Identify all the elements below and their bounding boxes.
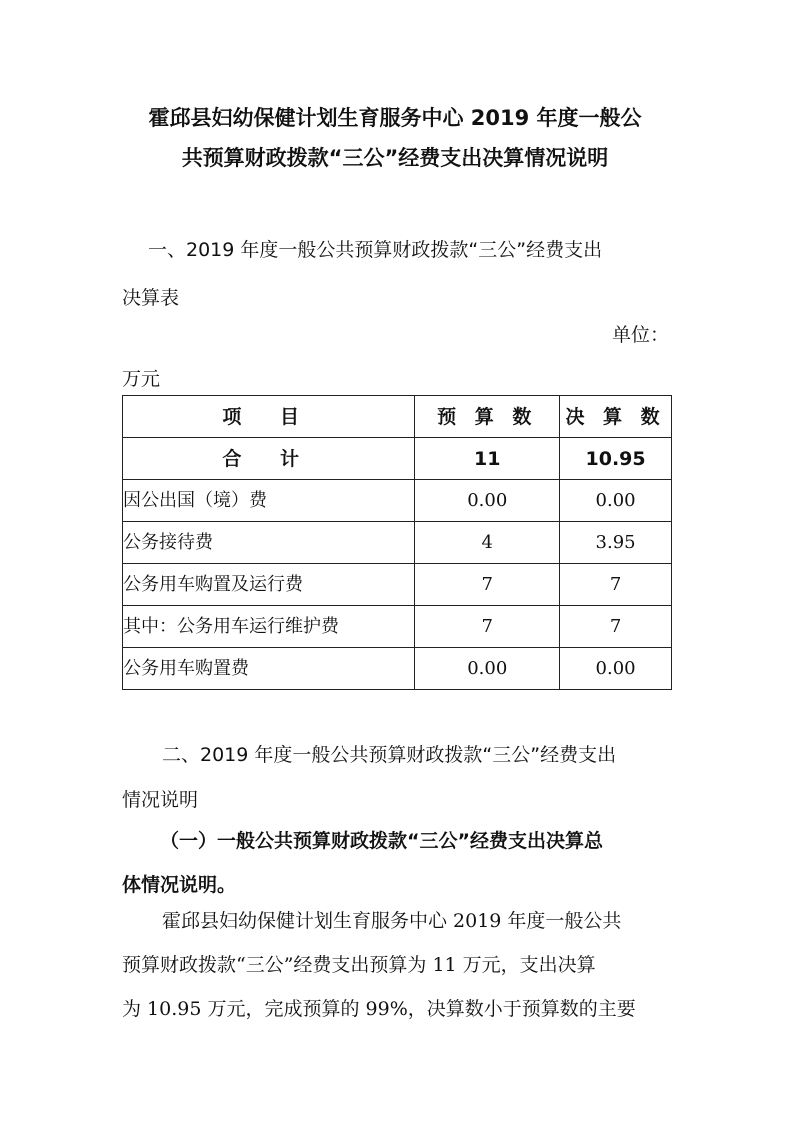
expense-table [122, 395, 672, 690]
row-name: 公务用车购置费 [123, 648, 415, 690]
row-name: 公务接待费 [123, 522, 415, 564]
table-row-total [123, 438, 672, 480]
row-budget: 0.00 [415, 480, 560, 522]
table-row [123, 648, 672, 690]
paragraph-line-1: 霍邱县妇幼保健计划生育服务中心 2019 年度一般公共 [162, 910, 622, 932]
header-item: 项 目 [123, 396, 415, 438]
document-title-line-1: 霍邱县妇幼保健计划生育服务中心 2019 年度一般公 [148, 106, 642, 130]
row-budget: 0.00 [415, 648, 560, 690]
row-actual: 3.95 [560, 522, 672, 564]
row-budget: 7 [415, 606, 560, 648]
paragraph-line-2: 预算财政拨款“三公”经费支出预算为 11 万元，支出决算 [122, 954, 596, 976]
row-name: 公务用车购置及运行费 [123, 564, 415, 606]
document-title-line-2: 共预算财政拨款“三公”经费支出决算情况说明 [181, 146, 609, 170]
row-budget: 7 [415, 564, 560, 606]
section-1-heading-line-1: 一、2019 年度一般公共预算财政拨款“三公”经费支出 [148, 239, 603, 261]
row-actual: 0.00 [560, 648, 672, 690]
table-row [123, 480, 672, 522]
paragraph-line-3: 为 10.95 万元，完成预算的 99%，决算数小于预算数的主要 [122, 998, 636, 1020]
section-2-heading-line-2: 情况说明 [122, 789, 199, 811]
unit-label-line-2: 万元 [122, 368, 161, 390]
section-1-heading-line-2: 决算表 [122, 287, 180, 309]
row-actual: 7 [560, 606, 672, 648]
row-actual: 0.00 [560, 480, 672, 522]
row-budget: 4 [415, 522, 560, 564]
unit-label-line-1: 单位： [612, 324, 670, 346]
subsection-1-heading-line-1: （一）一般公共预算财政拨款“三公”经费支出决算总 [160, 830, 603, 852]
total-budget: 11 [415, 438, 560, 480]
section-2-heading-line-1: 二、2019 年度一般公共预算财政拨款“三公”经费支出 [162, 744, 617, 766]
subsection-1-heading-line-2: 体情况说明。 [122, 874, 237, 896]
total-actual: 10.95 [560, 438, 672, 480]
table-row [123, 606, 672, 648]
table-header-row [123, 396, 672, 438]
table-row [123, 564, 672, 606]
header-actual: 决 算 数 [560, 396, 672, 438]
total-label: 合 计 [123, 438, 415, 480]
row-actual: 7 [560, 564, 672, 606]
row-name: 因公出国（境）费 [123, 480, 415, 522]
row-name: 其中：公务用车运行维护费 [123, 606, 415, 648]
header-budget: 预 算 数 [415, 396, 560, 438]
table-row [123, 522, 672, 564]
